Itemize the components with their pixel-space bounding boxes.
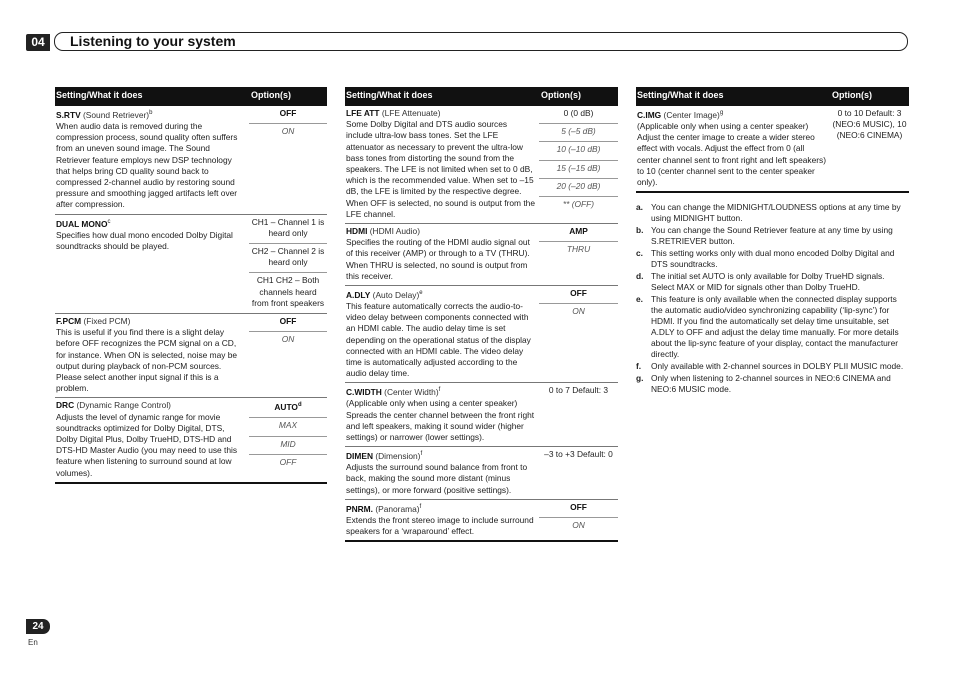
setting-description [345,447,539,499]
table-row [55,215,327,314]
setting-name: C.WIDTH [346,387,382,398]
table-row [55,106,327,215]
setting-text: Adjusts the level of dynamic range for movie soundtracks optimized for Dolby Digital, DTS, Dolby Digital Plus, Dolby TrueHD, DTS-HD and DTS-HD Master Audio (you may need to use this feature when listening to surround sound at low volumes). [56,411,238,478]
option-item: CH2 – Channel 2 is heard only [249,244,327,273]
setting-description [55,215,249,313]
option-list [249,106,327,214]
footnotes [636,202,910,396]
footnote-text: The initial set AUTO is only available for Dolby TrueHD signals. Select MAX or MID for signals other than Dolby TrueHD. [651,271,885,292]
setting-name: LFE ATT [346,108,380,118]
footnote-label: g. [636,373,644,383]
option-item: OFF [249,106,327,124]
setting-subtitle: (Sound Retriever) [80,109,150,120]
settings-table-2 [345,87,618,542]
language-label: En [28,638,38,647]
header-setting: Setting/What it does [346,90,433,100]
option-list [249,398,327,481]
table-header [345,87,618,106]
setting-subtitle: (Center Width) [381,387,439,398]
option-item: 0 (0 dB) [539,106,618,124]
option-item: 20 (–20 dB) [539,179,618,197]
footnote-label: b. [636,225,644,235]
setting-text: This feature automatically corrects the audio-to-video delay between components connected with an HDMI cable. The audio delay time is set depending on the operational status of the display connected with an HDMI cable. The video delay time is automatically adjusted according to the audio delay time. [346,301,531,379]
table-row [345,500,618,542]
option-item: ON [281,126,295,137]
setting-name: S.RTV [56,109,81,120]
header-options: Option(s) [541,90,581,100]
setting-description [55,314,249,397]
setting-text: (Applicable only when using a center speaker) Spreads the center channel between the front right and left speakers, making it sound wider (higher settings) or narrower (lower settings). [346,398,535,443]
option-item: CH1 CH2 – Both channels heard from front speakers [251,275,325,308]
footnote-mark: b [149,110,153,116]
option-list [539,383,618,446]
option-item: OFF [249,314,327,332]
option-item: ON [572,306,585,317]
table-row [345,383,618,447]
option-item: 10 (–10 dB) [539,142,618,160]
option-item: ON [572,520,585,531]
footnote-mark: c [107,218,111,225]
setting-text: Specifies how dual mono encoded Dolby Digital soundtracks should be played. [56,229,233,251]
setting-subtitle: (Auto Delay) [370,289,420,300]
setting-subtitle: (Dimension) [373,451,421,462]
footnote-mark: e [419,290,423,297]
table-row [345,286,618,383]
setting-description [345,286,539,382]
setting-description [345,500,539,540]
option-item: CH1 – Channel 1 is heard only [249,215,327,244]
setting-text: When audio data is removed during the compression process, sound quality often suffers from an uneven sound image. The Sound Retriever feature employs new DSP technology that helps bring CD quality sound back to compressed 2-channel audio by restoring sound pressure and smoothing jagged artifacts left over after compression. [56,121,238,210]
option-item: 0 to 7 Default: 3 [548,385,609,396]
option-item: AUTO$^d$ [249,398,327,418]
option-item: OFF [539,286,618,304]
footnote-label: e. [636,294,643,304]
option-item: ** (OFF) [562,199,595,210]
option-item: –3 to +3 Default: 0 [544,449,613,460]
option-item: ON [281,334,295,345]
table-row [55,398,327,483]
footnote-mark: g [719,110,724,116]
setting-description [636,106,830,191]
footnote [636,248,910,270]
header-options: Option(s) [251,90,291,100]
chapter-badge: 04 [26,34,50,51]
option-list [539,106,618,223]
setting-description [345,106,539,223]
option-item: MAX [249,418,327,436]
setting-name: PNRM. [346,503,373,514]
page-title: Listening to your system [70,33,236,49]
option-list [539,224,618,285]
settings-table-3 [636,87,909,193]
setting-text: Extends the front stereo image to include surround speakers for a ‘wraparound’ effect. [346,514,534,537]
footnote [636,225,910,247]
setting-name: DUAL MONO [56,218,108,229]
option-item: 0 to 10 Default: 3 (NEO:6 MUSIC), 10 (NEO:6 CINEMA) [832,108,907,141]
setting-name: F.PCM [56,316,82,327]
setting-subtitle: (Dynamic Range Control) [74,400,171,411]
option-list [249,215,327,313]
footnote-label: a. [636,202,643,212]
footnote-text: You can change the Sound Retriever feature at any time by using S.RETRIEVER button. [651,225,893,246]
page-number: 24 [26,619,50,634]
table-row [345,447,618,500]
option-item: OFF [539,500,618,518]
setting-text: Adjusts the surround sound balance from front to back, making the sound more distant (minus settings), or more forward (positive settings). [346,462,528,495]
setting-name: DRC [56,400,75,411]
setting-description [55,398,249,481]
setting-name: HDMI [346,226,368,237]
footnote [636,294,910,360]
table-row [345,106,618,224]
option-list [539,500,618,540]
option-item: 5 (–5 dB) [539,124,618,142]
header-setting: Setting/What it does [637,90,724,100]
footnote [636,361,910,372]
option-list [539,447,618,499]
setting-subtitle: (Panorama) [373,503,420,514]
header-setting: Setting/What it does [56,90,143,100]
footnote [636,373,910,395]
table-row [55,314,327,398]
setting-text: (Applicable only when using a center speaker) Adjust the center image to create a wider stereo effect with vocals. Adjust the effect from 0 (all center channel sent to front right and left speakers) to 10 (center channel sent to the center speaker only). [637,121,827,188]
footnote-text: You can change the MIDNIGHT/LOUDNESS options at any time by using MIDNIGHT button. [651,202,901,223]
footnote-label: c. [636,248,643,258]
table-row [636,106,909,193]
footnote-label: d. [636,271,644,281]
footnote-text: Only available with 2-channel sources in DOLBY PLII MUSIC mode. [651,361,904,371]
setting-name: C.IMG [637,109,662,120]
table-row [345,224,618,286]
footnote-mark: f [419,503,422,510]
footnote-text: This feature is only available when the connected display supports the automatic audio/video synchronizing capability (‘lip-sync’) for HDMI. If you find the automatically set delay time unsuitable, set A.DLY to OFF and adjust the delay time manually. For more details about the lip-sync feature of your display, contact the manufacturer directly. [651,294,899,359]
footnote-text: This setting works only with dual mono encoded Dolby Digital and DTS soundtracks. [651,248,895,269]
footnote-text: Only when listening to 2-channel sources in NEO:6 CINEMA and NEO:6 MUSIC mode. [651,373,891,394]
option-list [249,314,327,397]
option-item: 15 (–15 dB) [539,161,618,179]
option-item: AMP [539,224,618,242]
table-header [55,87,327,106]
option-list [539,286,618,382]
footnote-mark: f [438,387,441,394]
settings-table-1 [55,87,327,484]
setting-subtitle: (Fixed PCM) [81,316,131,327]
setting-description [345,224,539,285]
footnote-mark: f [420,451,423,458]
setting-description [345,383,539,446]
setting-subtitle: (LFE Attenuate) [379,108,441,118]
setting-text: Some Dolby Digital and DTS audio sources include ultra-low bass tones. Set the LFE attenuator as necessary to prevent the ultra-low bass tones from distorting the sound from the speakers. The LFE is not limited when set to 0 dB, which is the recommended value. When set to –15 dB, the LFE is limited by the respective degree. When OFF is selected, no sound is output from the LFE channel. [346,119,535,219]
setting-name: A.DLY [346,289,371,300]
option-list [830,106,909,191]
footnote [636,271,910,293]
header-options: Option(s) [832,90,872,100]
option-item: THRU [566,244,591,255]
setting-text: This is useful if you find there is a slight delay before OFF recognizes the PCM signal on a CD, for instance. When ON is selected, noise may be output during playback of non-PCM sources. Please select another input signal if this is a problem. [56,327,238,394]
setting-subtitle: (HDMI Audio) [367,226,420,237]
footnote [636,202,910,224]
option-item: MID [249,437,327,455]
setting-subtitle: (Center Image) [661,109,720,120]
setting-description [55,106,249,214]
setting-name: DIMEN [346,451,373,462]
option-item: OFF [279,456,297,467]
table-header [636,87,909,106]
footnote-mark: d [297,402,302,409]
setting-text: Specifies the routing of the HDMI audio signal out of this receiver (AMP) or through to a TV (THRU). When THRU is selected, no sound is output from this receiver. [346,237,530,281]
footnote-label: f. [636,361,642,371]
